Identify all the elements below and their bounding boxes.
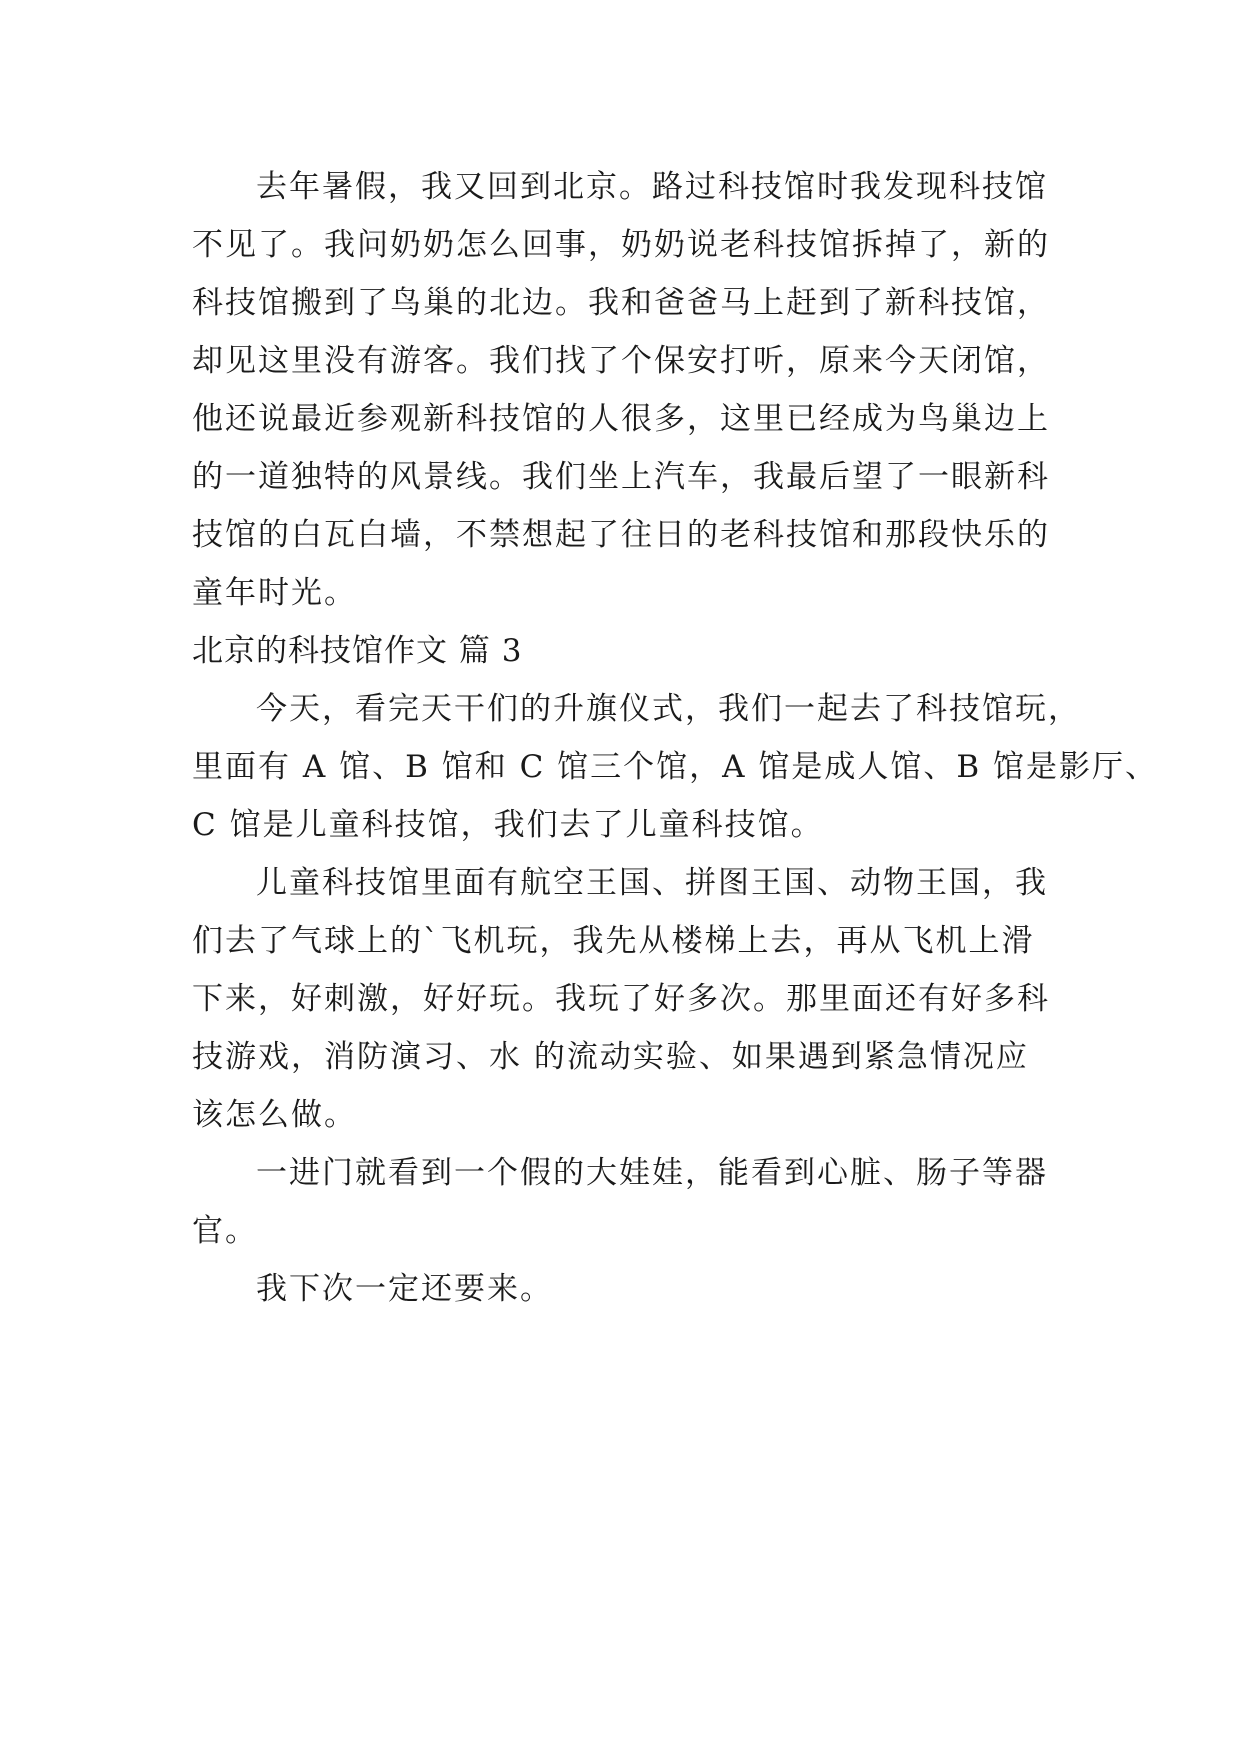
paragraph-4	[192, 1144, 1072, 1260]
text-line: 儿童科技馆里面有航空王国、拼图王国、动物王国，我	[256, 865, 1048, 901]
section-heading: 北京的科技馆作文 篇 3	[192, 633, 523, 669]
text-line: C 馆是儿童科技馆，我们去了儿童科技馆。	[192, 807, 824, 843]
text-line: 技游戏，消防演习、水 的流动实验、如果遇到紧急情况应	[192, 1039, 1029, 1075]
text-line: 不见了。我问奶奶怎么回事，奶奶说老科技馆拆掉了，新的	[192, 227, 1050, 263]
text-line: 他还说最近参观新科技馆的人很多，这里已经成为鸟巢边上	[192, 401, 1050, 437]
paragraph-3	[192, 854, 1072, 1144]
text-line: 里面有 A 馆、B 馆和 C 馆三个馆，A 馆是成人馆、B 馆是影厅、	[192, 749, 1159, 785]
text-line: 官。	[192, 1213, 258, 1249]
text-line: 下来，好刺激，好好玩。我玩了好多次。那里面还有好多科	[192, 981, 1050, 1017]
text-line: 一进门就看到一个假的大娃娃，能看到心脏、肠子等器	[256, 1155, 1048, 1191]
document-body	[192, 158, 1159, 1318]
text-line: 技馆的白瓦白墙，不禁想起了往日的老科技馆和那段快乐的	[192, 517, 1050, 553]
text-line: 却见这里没有游客。我们找了个保安打听，原来今天闭馆，	[192, 343, 1050, 379]
text-line: 童年时光。	[192, 575, 357, 611]
paragraph-2	[192, 680, 1159, 854]
paragraph-1	[192, 158, 1072, 622]
text-line: 今天，看完天干们的升旗仪式，我们一起去了科技馆玩，	[256, 691, 1081, 727]
text-line: 的一道独特的风景线。我们坐上汽车，我最后望了一眼新科	[192, 459, 1050, 495]
paragraph-5	[192, 1260, 1072, 1318]
text-line: 科技馆搬到了鸟巢的北边。我和爸爸马上赶到了新科技馆，	[192, 285, 1050, 321]
text-line: 我下次一定还要来。	[256, 1271, 553, 1307]
text-line: 们去了气球上的`飞机玩，我先从楼梯上去，再从飞机上滑	[192, 923, 1035, 959]
text-line: 该怎么做。	[192, 1097, 357, 1133]
text-line: 去年暑假，我又回到北京。路过科技馆时我发现科技馆	[256, 169, 1048, 205]
